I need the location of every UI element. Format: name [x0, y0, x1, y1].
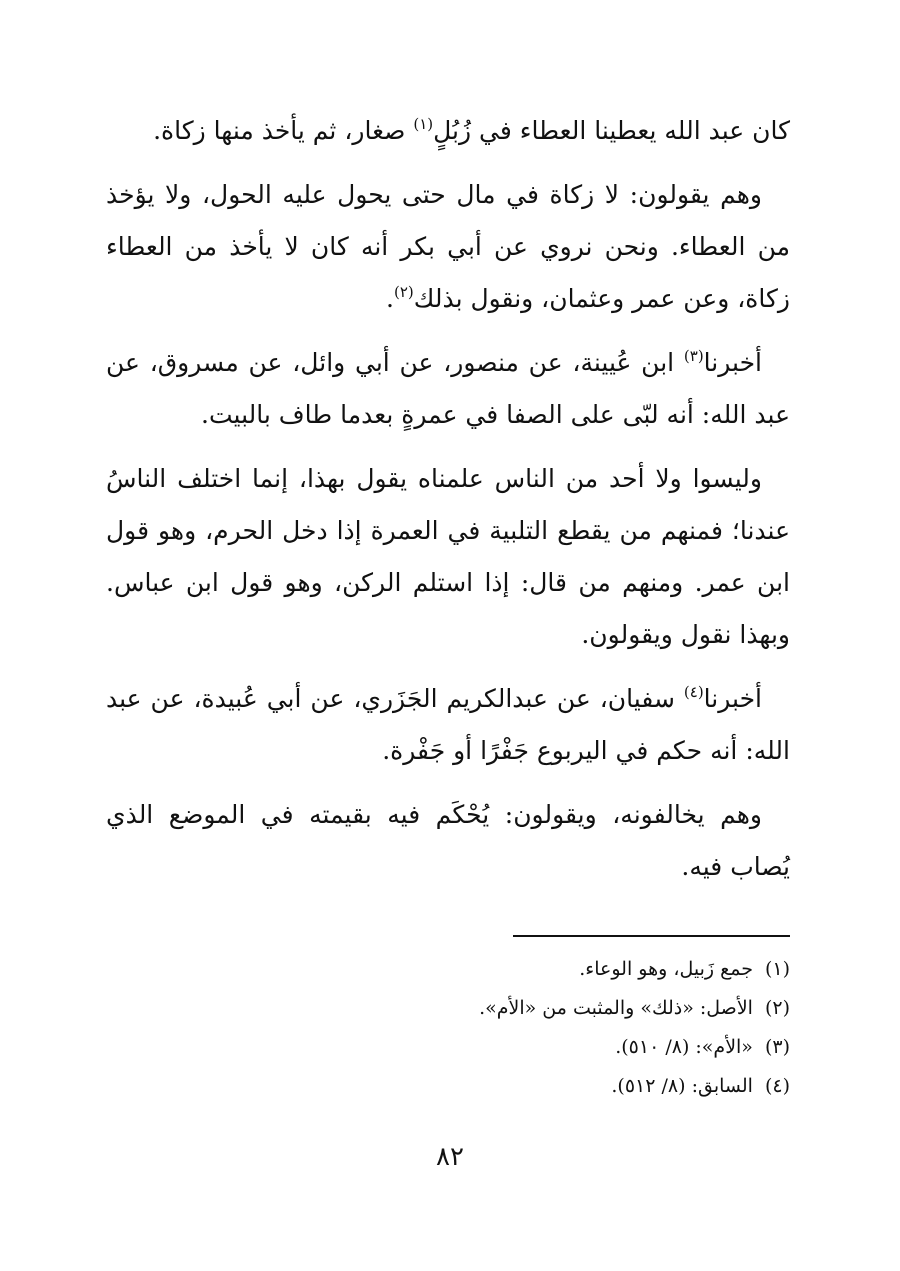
paragraph-5-text-cont: سفيان، عن عبدالكريم الجَزَري، عن أبي عُبيدة، عن عبد الله: أنه حكم في اليربوع جَفْرًا أو جَفْرة.	[106, 684, 790, 765]
footnote-number: (١)	[764, 958, 790, 980]
paragraph-1-text: كان عبد الله يعطينا العطاء في زُبُلٍ	[433, 116, 790, 145]
footnote-text: «الأم»: (٨/ ٥١٠).	[615, 1036, 753, 1058]
footnote-ref-3: (٣)	[683, 347, 704, 365]
footnote-text: السابق: (٨/ ٥١٢).	[611, 1075, 753, 1097]
footnote-ref-4: (٤)	[683, 683, 704, 701]
paragraph-6	[106, 789, 790, 893]
paragraph-2-text-cont: .	[386, 284, 394, 313]
footnote-4	[106, 1067, 790, 1106]
paragraph-6-text: وهم يخالفونه، ويقولون: يُحْكَم فيه بقيمته في الموضع الذي يُصاب فيه.	[106, 800, 790, 881]
page-number: ٨٢	[436, 1142, 464, 1172]
paragraph-2	[106, 169, 790, 325]
paragraph-2-text: وهم يقولون: لا زكاة في مال حتى يحول عليه الحول، ولا يؤخذ من العطاء. ونحن نروي عن أبي بكر أنه كان لا يأخذ من العطاء زكاة، وعن عمر وعثمان، ونقول بذلك	[106, 180, 790, 313]
footnote-1	[106, 950, 790, 989]
paragraph-3-text-cont: ابن عُيينة، عن منصور، عن أبي وائل، عن مسروق، عن عبد الله: أنه لبّى على الصفا في عمرةٍ بعدما طاف بالبيت.	[106, 348, 790, 429]
footnote-number: (٣)	[764, 1036, 790, 1058]
footnote-3	[106, 1028, 790, 1067]
footnotes	[106, 950, 790, 1106]
footnote-divider	[513, 935, 790, 937]
paragraph-4-text: وليسوا ولا أحد من الناس علمناه يقول بهذا، إنما اختلف الناسُ عندنا؛ فمنهم من يقطع التلبية في العمرة إذا دخل الحرم، وهو قول ابن عمر. ومنهم من قال: إذا استلم الركن، وهو قول ابن عباس. وبهذا نقول ويقولون.	[106, 464, 790, 649]
paragraph-4	[106, 453, 790, 661]
footnote-2	[106, 989, 790, 1028]
paragraph-5-text: أخبرنا	[703, 684, 762, 713]
footnote-ref-1: (١)	[413, 115, 434, 133]
paragraph-1	[106, 105, 790, 157]
footnote-number: (٤)	[764, 1075, 790, 1097]
footnote-text: الأصل: «ذلك» والمثبت من «الأم».	[479, 997, 753, 1019]
footnote-text: جمع زَبيل، وهو الوعاء.	[579, 958, 753, 980]
paragraph-5	[106, 673, 790, 777]
paragraph-3	[106, 337, 790, 441]
main-text	[106, 105, 790, 905]
footnote-number: (٢)	[764, 997, 790, 1019]
paragraph-3-text: أخبرنا	[703, 348, 762, 377]
paragraph-1-text-cont: صغار، ثم يأخذ منها زكاة.	[153, 116, 414, 145]
footnote-ref-2: (٢)	[393, 283, 414, 301]
